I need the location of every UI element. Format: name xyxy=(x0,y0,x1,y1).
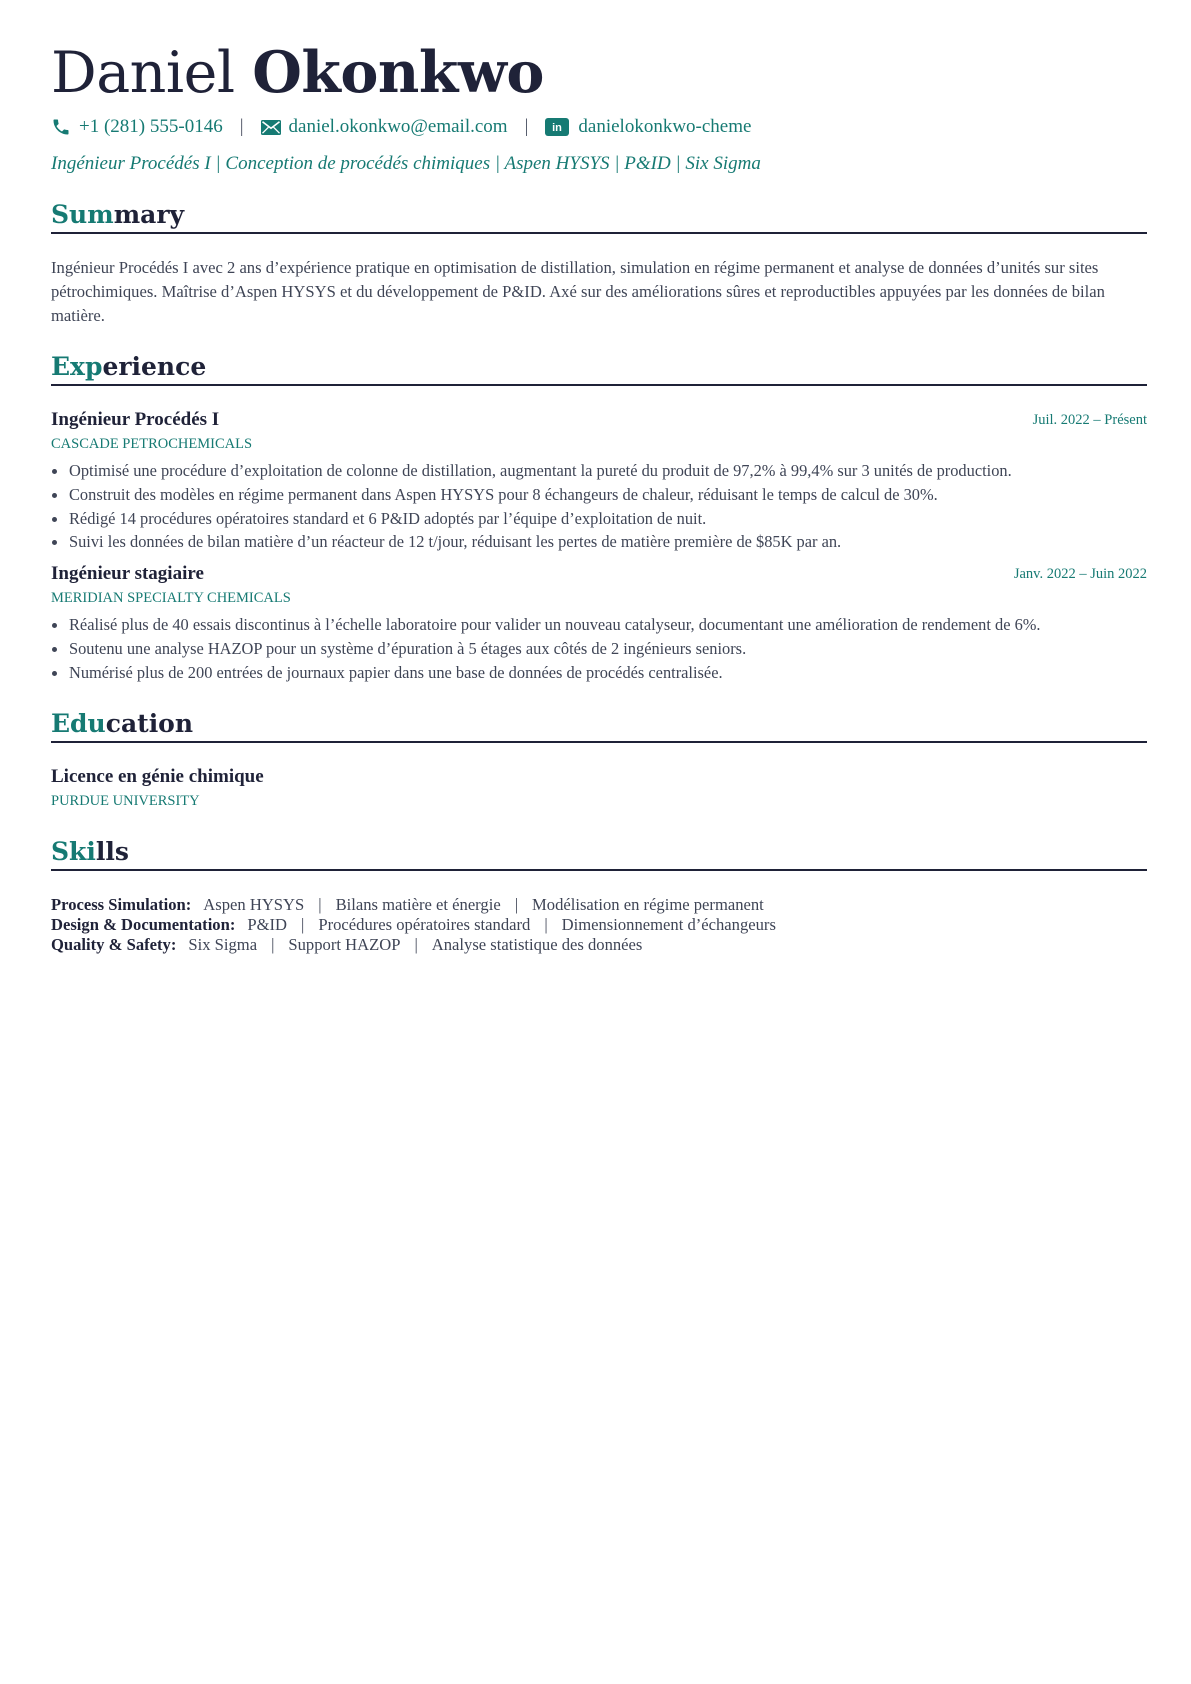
summary-text: Ingénieur Procédés I avec 2 ans d’expérience pratique en optimisation de distillation, simulation en régime permanent et analyse de données d’unités sur sites pétrochimiques. Maîtrise d’Aspen HYSYS et du développement de P&ID. Axé sur des améliorations sûres et reproductibles appuyées par les données de bilan matière. xyxy=(51,258,1105,325)
separator: | xyxy=(318,895,322,914)
first-name: Daniel xyxy=(51,40,235,106)
phone-number: +1 (281) 555-0146 xyxy=(79,116,223,137)
contact-line xyxy=(51,113,751,141)
skill-item: Analyse statistique des données xyxy=(431,935,643,954)
skill-item: Aspen HYSYS xyxy=(203,895,305,914)
separator: | xyxy=(544,915,548,934)
school-name: PURDUE UNIVERSITY xyxy=(51,793,200,809)
linkedin-handle: danielokonkwo-cheme xyxy=(578,116,752,137)
list-item: Optimisé une procédure d’exploitation de colonne de distillation, augmentant la pureté du produit de 97,2% à 99,4% sur 3 unités de production. xyxy=(51,459,1161,483)
list-item: Construit des modèles en régime permanent dans Aspen HYSYS pour 8 échangeurs de chaleur, réduisant le temps de calcul de 30%. xyxy=(51,483,1161,507)
skills-list xyxy=(51,895,1147,955)
phone-contact[interactable] xyxy=(51,116,223,138)
job-dates: Janv. 2022 – Juin 2022 xyxy=(1013,566,1147,582)
list-item: Suivi les données de bilan matière d’un réacteur de 12 t/jour, réduisant les pertes de matière première de $85K par an. xyxy=(51,530,1161,554)
job-title: Ingénieur Procédés I xyxy=(51,409,220,430)
skill-item: Six Sigma xyxy=(188,935,258,954)
list-item: Rédigé 14 procédures opératoires standard et 6 P&ID adoptés par l’équipe d’exploitation de nuit. xyxy=(51,507,1161,531)
skill-row xyxy=(51,895,1147,915)
email-contact[interactable] xyxy=(261,116,508,138)
linkedin-icon xyxy=(545,118,569,136)
education-heading xyxy=(51,707,1147,743)
separator: | xyxy=(524,116,529,137)
separator: | xyxy=(271,935,275,954)
job-dates: Juil. 2022 – Présent xyxy=(1032,412,1147,428)
heading-accent: Sum xyxy=(51,200,114,229)
company-name: MERIDIAN SPECIALTY CHEMICALS xyxy=(51,590,291,606)
summary-heading xyxy=(51,198,1147,234)
heading-accent: Exp xyxy=(51,352,103,381)
company-name: CASCADE PETROCHEMICALS xyxy=(51,436,253,452)
heading-rest: erience xyxy=(102,352,207,381)
job-title: Ingénieur stagiaire xyxy=(51,563,204,584)
email-icon xyxy=(261,120,281,135)
skill-row xyxy=(51,915,1147,935)
skills-heading xyxy=(51,835,1147,871)
heading-rest: cation xyxy=(105,709,194,738)
skill-item: Bilans matière et énergie xyxy=(335,895,501,914)
candidate-name xyxy=(51,38,544,108)
list-item: Numérisé plus de 200 entrées de journaux papier dans une base de données de procédés centralisée. xyxy=(51,661,1161,685)
headline-tagline: Ingénieur Procédés I | Conception de procédés chimiques | Aspen HYSYS | P&ID | Six Sigma xyxy=(51,153,761,174)
job-bullets xyxy=(51,613,1161,684)
skill-category: Process Simulation: xyxy=(51,895,192,914)
separator: | xyxy=(239,116,244,137)
degree-title: Licence en génie chimique xyxy=(51,766,264,787)
heading-accent: Edu xyxy=(51,709,106,738)
experience-heading xyxy=(51,350,1147,386)
skill-item: Procédures opératoires standard xyxy=(318,915,531,934)
job-bullets xyxy=(51,459,1161,554)
skill-category: Quality & Safety: xyxy=(51,935,177,954)
skill-item: Dimensionnement d’échangeurs xyxy=(561,915,776,934)
separator: | xyxy=(514,895,519,914)
last-name: Okonkwo xyxy=(252,39,544,106)
heading-rest: mary xyxy=(113,200,185,229)
separator: | xyxy=(414,935,418,954)
separator: | xyxy=(301,915,305,934)
skill-item: Modélisation en régime permanent xyxy=(532,895,764,914)
skill-item: P&ID xyxy=(247,915,288,934)
heading-rest: lls xyxy=(95,837,129,866)
linkedin-badge-text: in xyxy=(552,122,563,135)
linkedin-contact[interactable] xyxy=(545,116,751,138)
heading-accent: Ski xyxy=(51,837,96,866)
skill-category: Design & Documentation: xyxy=(51,915,236,934)
skill-item: Support HAZOP xyxy=(288,935,401,954)
list-item: Réalisé plus de 40 essais discontinus à l’échelle laboratoire pour valider un nouveau catalyseur, documentant une amélioration de rendement de 6%. xyxy=(51,613,1161,637)
phone-icon xyxy=(51,117,71,137)
email-address: daniel.okonkwo@email.com xyxy=(288,116,508,137)
list-item: Soutenu une analyse HAZOP pour un système d’épuration à 5 étages aux côtés de 2 ingénieurs seniors. xyxy=(51,637,1161,661)
skill-row xyxy=(51,935,1147,955)
